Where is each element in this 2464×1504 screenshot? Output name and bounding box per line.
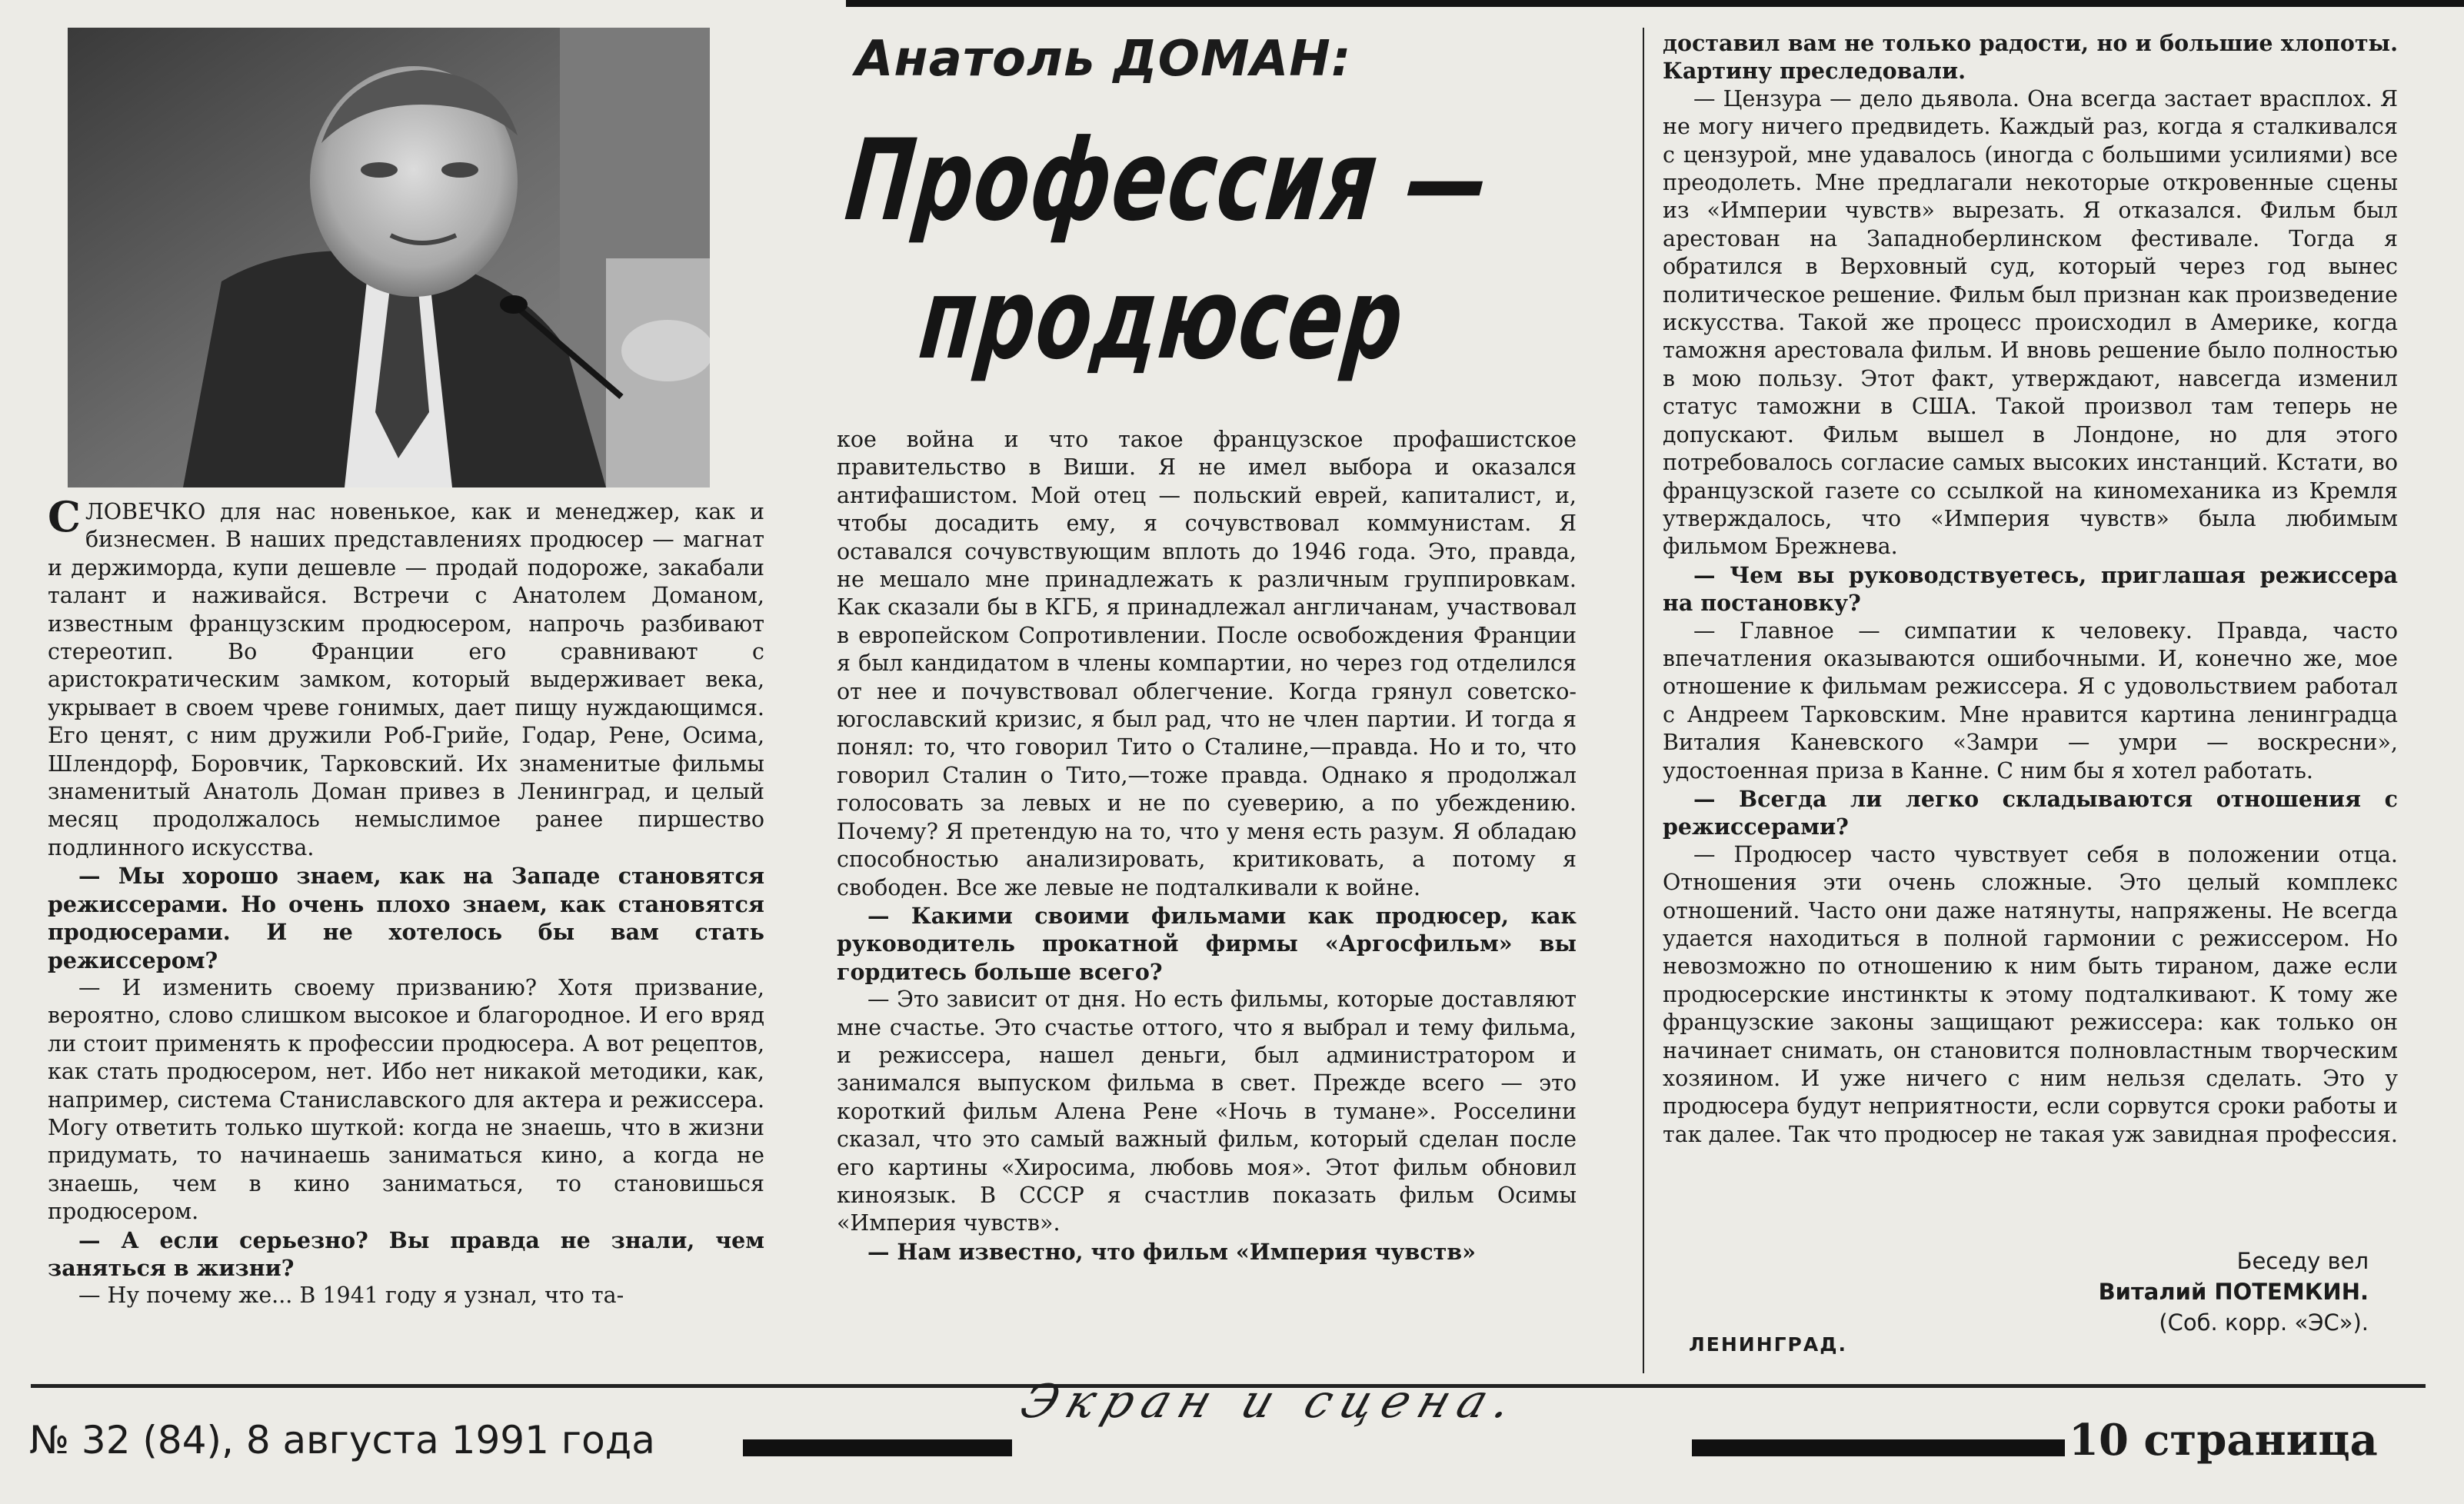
signature-block: [2000, 1246, 2369, 1338]
article-column-2: [837, 426, 1577, 1266]
intro-text: ЛОВЕЧКО для нас новенькое, как и менеджер, как и бизнесмен. В наших представлениях продюсер — магнат и держиморда, купи дешевле — продай подороже, закабали талант и наживайся. Встречи с Анатолем Доманом, известным французским продюсером, напрочь разбивают стереотип. Во Франции его сравнивают с аристократическим замком, который выдерживает века, укрывает в своем чреве гонимых, дает пищу нуждающимся. Его ценят, с ним дружили Роб-Грийе, Годар, Рене, Осима, Шлендорф, Боровчик, Тарковский. Их знаменитые фильмы знаменитый Анатоль Доман привез в Ленинград, и целый месяц продолжалось немыслимое ранее пиршество подлинного искусства.: [48, 499, 764, 860]
author-name: Анатоль ДОМАН:: [855, 31, 1352, 88]
answer-4: — Цензура — дело дьявола. Она всегда застает врасплох. Я не могу ничего предвидеть. Каждый раз, когда я сталкивался с цензурой, мне удавалось (иногда с большими усилиями) все преодолеть. Мне предлагали некоторые откровенные сцены из «Империи чувств» вырезать. Я отказался. Фильм был арестован на Западноберлинском фестивале. Тогда я обратился в Верховный суд, который через год вынес политическое решение. Фильм был признан как произведение искусства. Такой же процесс происходил в Америке, когда таможня арестовала фильм. И вновь решение было полностью в мою пользу. Этот факт, утверждают, навсегда изменил статус таможни в США. Такой произвол там теперь не допускают. Фильм вышел в Лондоне, но для этого потребовалось согласие самых высоких инстанций. Кстати, во французской газете со ссылкой на киномеханика из Кремля утверждалось, что «Империя чувств» была любимым фильмом Брежнева.: [1663, 85, 2398, 560]
answer-5: — Главное — симпатии к человеку. Правда, часто впечатления оказываются ошибочными. И, конечно же, мое отношение к фильмам режиссера. Я с удовольствием работал с Андреем Тарковским. Мне нравится картина ленинградца Виталия Каневского «Замри — умри — воскресни», удостоенная приза в Канне. С ним бы я хотел работать.: [1663, 617, 2398, 784]
top-border-bar: [846, 0, 2464, 7]
signature-affiliation: (Соб. корр. «ЭС»).: [2159, 1309, 2369, 1336]
question-1: — Мы хорошо знаем, как на Западе становятся режиссерами. Но очень плохо знаем, как становятся продюсерами. И не хотелось бы вам стать режиссером?: [48, 863, 764, 973]
signature-author: Виталий ПОТЕМКИН.: [2098, 1279, 2369, 1305]
article-column-1: [48, 492, 764, 1310]
question-5: — Чем вы руководствуетесь, приглашая режиссера на постановку?: [1663, 561, 2398, 617]
question-3: — Какими своими фильмами как продюсер, как руководитель прокатной фирмы «Аргосфильм» вы гордитесь больше всего?: [837, 902, 1577, 985]
question-2: — А если серьезно? Вы правда не знали, чем заняться в жизни?: [48, 1226, 764, 1281]
answer-2-continued: кое война и что такое французское профашистское правительство в Виши. Я не имел выбора и оказался антифашистом. Мой отец — польский еврей, капиталист, и, чтобы досадить ему, я сочувствовал коммунистам. Я оставался сочувствующим вплоть до 1946 года. Это, правда, не мешало мне принадлежать к различным группировкам. Как сказали бы в КГБ, я принадлежал англичанам, участвовал в европейском Сопротивлении. После освобождения Франции я был кандидатом в члены компартии, но через год отделился от нее и почувствовал облегчение. Когда грянул советско-югославский кризис, я был рад, что не член партии. И тогда я понял: то, что говорил Тито о Сталине,—правда. Но и то, что говорил Сталин о Тито,—тоже правда. Однако я продолжал голосовать за левых и не по суеверию, а по убеждению. Почему? Я претендую на то, что у меня есть разум. Я обладаю способностью анализировать, критиковать, а потому я свободен. Все же левые не подталкивали к войне.: [837, 427, 1577, 900]
answer-3: — Это зависит от дня. Но есть фильмы, которые доставляют мне счастье. Это счастье оттого, что я выбрал и тему фильма, и режиссера, нашел деньги, был администратором и занимался выпуском фильма в свет. Прежде всего — это короткий фильм Алена Рене «Ночь в тумане». Росселини сказал, что это самый важный фильм, который сделан после его картины «Хиросима, любовь моя». Этот фильм обновил киноязык. В СССР я счастлив показать фильм Осимы «Империя чувств».: [837, 987, 1577, 1236]
question-4-continued: доставил вам не только радости, но и большие хлопоты. Картину преследовали.: [1663, 30, 2398, 85]
headline-line-2: продюсер: [914, 254, 1410, 384]
answer-1: — И изменить своему призванию? Хотя призвание, вероятно, слово слишком высокое и благородное. И его вряд ли стоит применять к профессии продюсера. А вот рецептов, как стать продюсером, нет. Ибо нет никакой методики, как, например, система Станиславского для актера и режиссера. Могу ответить только шуткой: когда не знаешь, что в жизни придумать, то начинаешь заниматься кино, а когда не знаешь, чем в кино заниматься, то становишься продюсером.: [48, 974, 764, 1225]
drop-cap: С: [48, 492, 81, 541]
footer-bar-right: [1692, 1439, 2065, 1456]
headline-line-1: Профессия —: [840, 115, 1496, 246]
column-divider: [1643, 28, 1644, 1373]
intro-paragraph: [48, 492, 764, 862]
portrait-photo: [68, 28, 710, 487]
issue-info: № 32 (84), 8 августа 1991 года: [29, 1418, 655, 1462]
article-column-3: [1663, 29, 2398, 1149]
answer-6: — Продюсер часто чувствует себя в положении отца. Отношения эти очень сложные. Это целый комплекс отношений. Часто они даже натянуты, напряжены. Не всегда удается находиться в полной гармонии с режиссером. Но невозможно по отношению к ним быть тираном, даже если продюсерские инстинкты к этому подталкивают. К тому же французские законы защищают режиссера: как только он начинает снимать, он становится полновластным творческим хозяином. И уже ничего с ним нельзя сделать. Это у продюсера будут неприятности, если сорвутся сроки работы и так далее. Так что продюсер не такая уж завидная профессия.: [1663, 841, 2398, 1147]
signature-line-1: Беседу вел: [2236, 1248, 2369, 1274]
page-number: 10 страница: [2069, 1415, 2378, 1466]
question-6: — Всегда ли легко складываются отношения с режиссерами?: [1663, 785, 2398, 840]
dateline: ЛЕНИНГРАД.: [1689, 1333, 1847, 1356]
answer-2: — Ну почему же... В 1941 году я узнал, что та-: [78, 1283, 624, 1309]
masthead: Экран и сцена.: [1014, 1375, 1528, 1429]
footer-bar-left: [743, 1439, 1012, 1456]
question-4: — Нам известно, что фильм «Империя чувств»: [867, 1238, 1476, 1265]
